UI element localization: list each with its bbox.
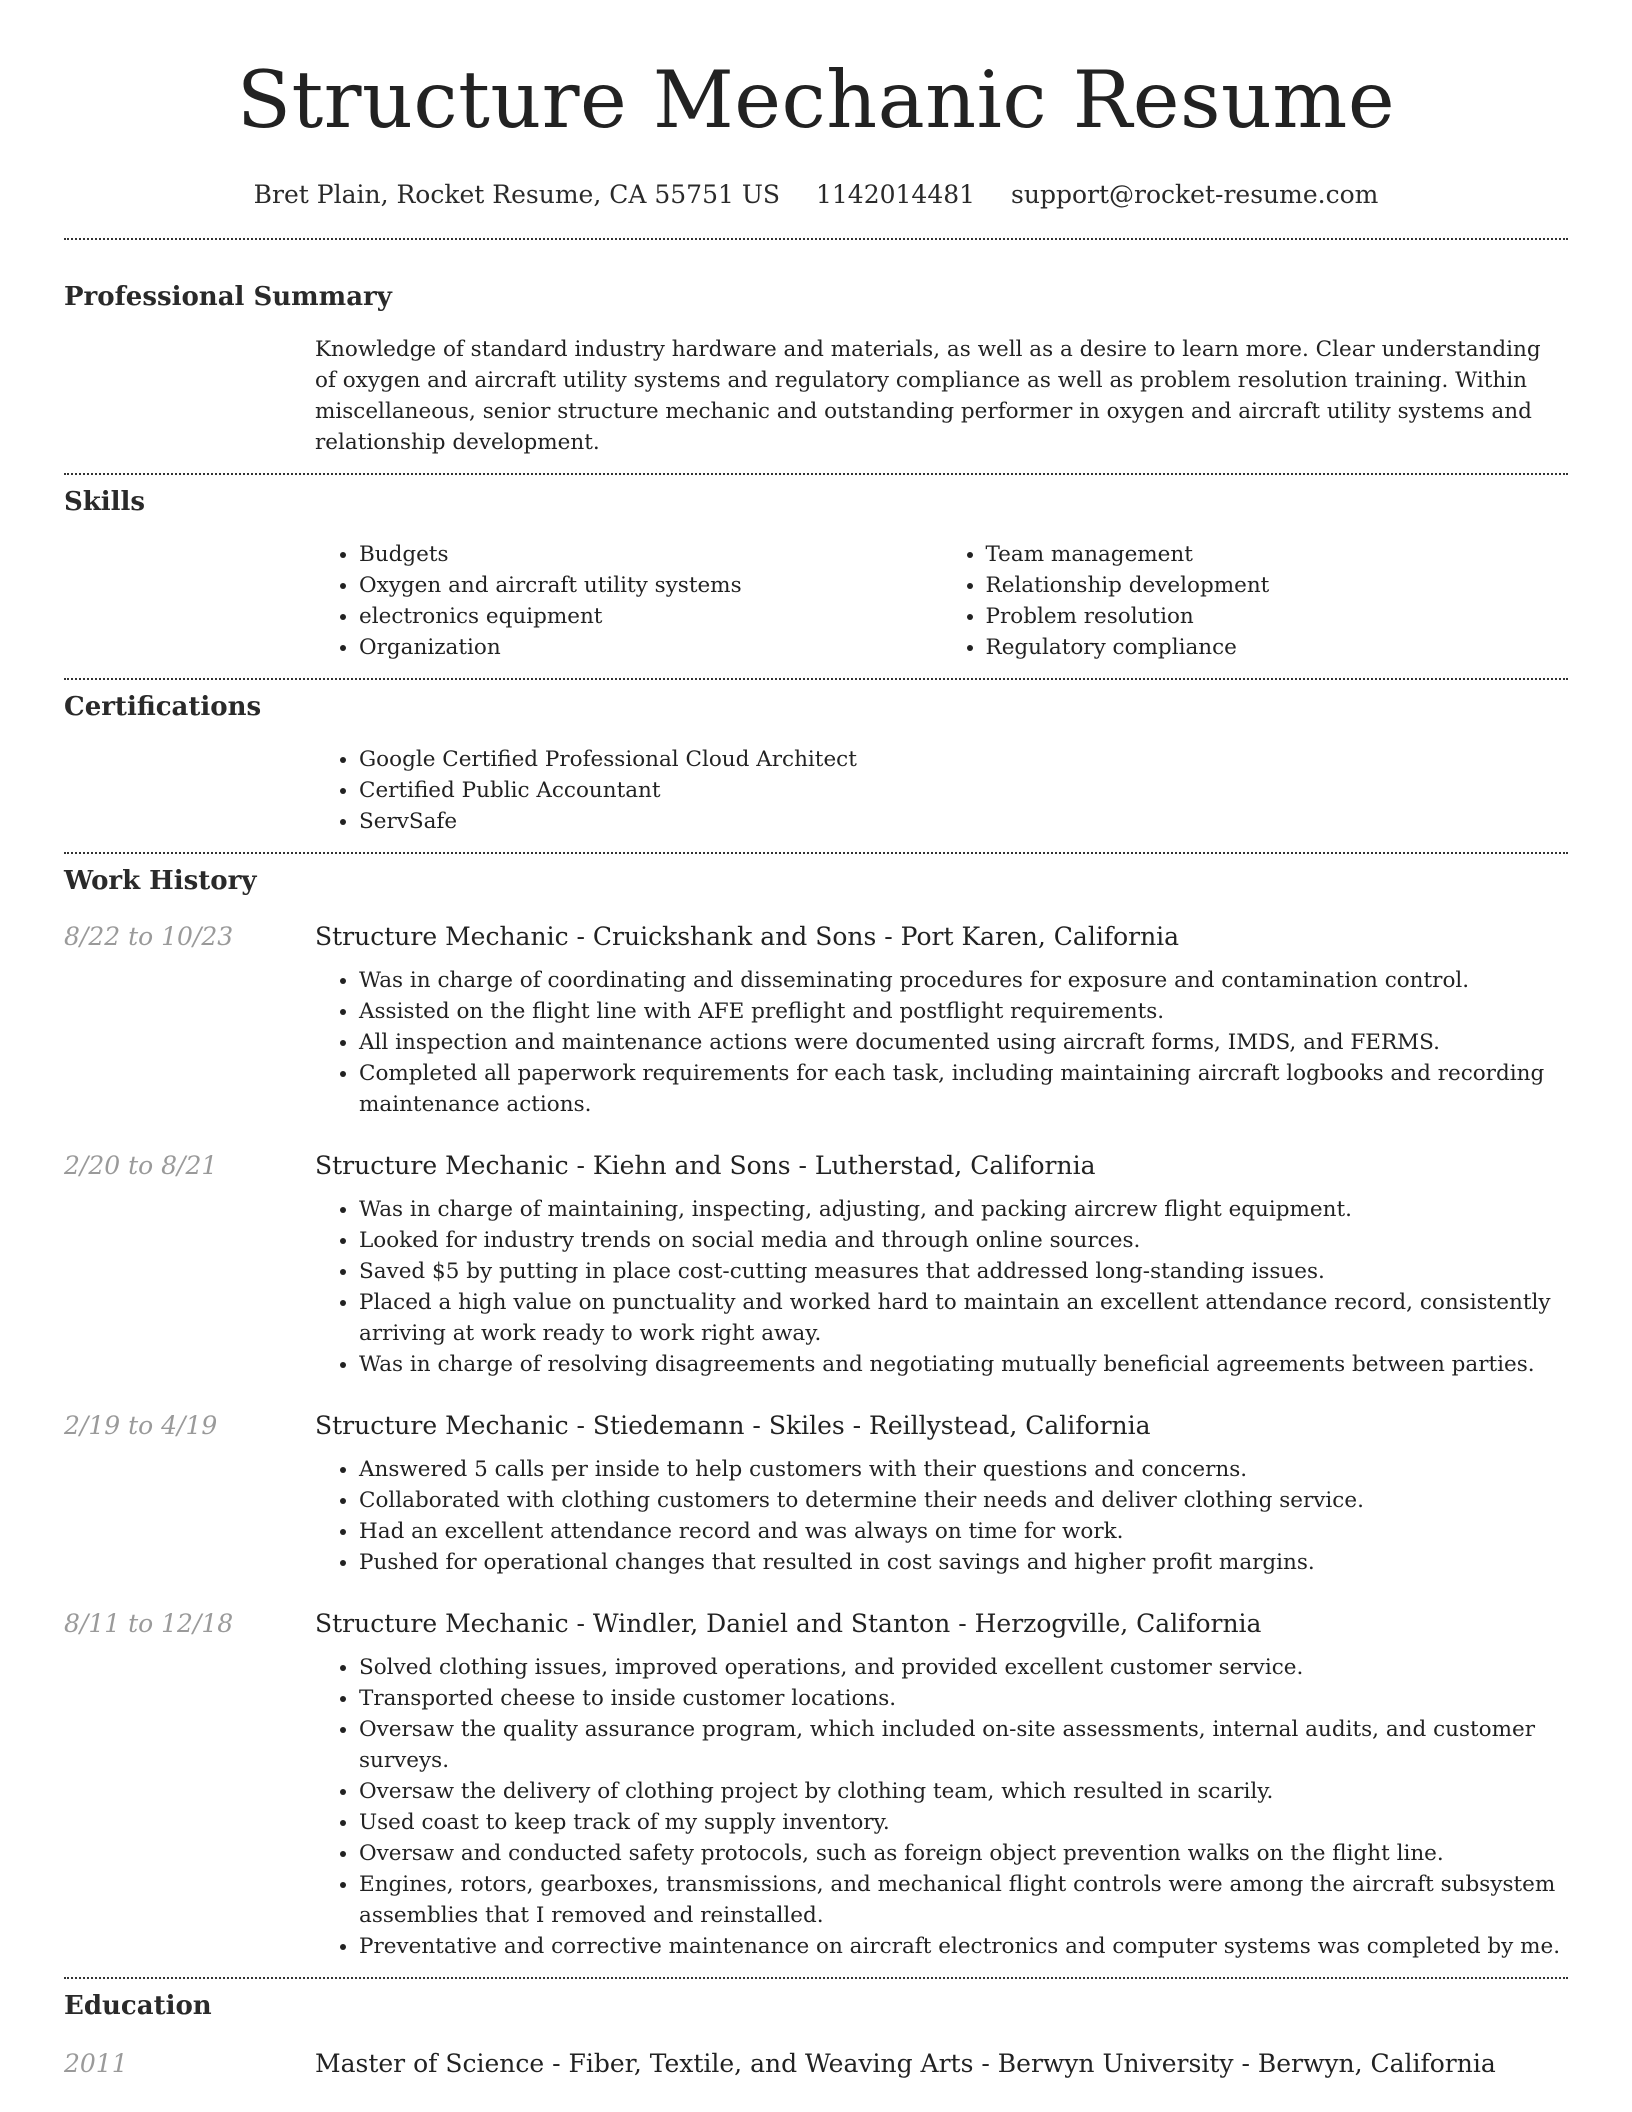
education-heading: Education [64,1991,212,2021]
job-bullet: • Collaborated with clothing customers to determine their needs and deliver clothing service. [359,1485,1568,1516]
job-bullet: • Was in charge of resolving disagreements and negotiating mutually beneficial agreements between parties. [359,1349,1568,1380]
job-bullets [315,1194,1568,1380]
job-title: Structure Mechanic - Windler, Daniel and Stanton - Herzogville, California [315,1609,1262,1638]
section-divider [64,473,1568,475]
section-divider [64,852,1568,854]
certifications-section [64,678,1568,837]
job-entry [64,1409,1568,1578]
job-title: Structure Mechanic - Cruickshank and Sons - Port Karen, California [315,922,1180,951]
job-bullet: • Was in charge of coordinating and disseminating procedures for exposure and contamination control. [359,965,1568,996]
job-bullet: • Pushed for operational changes that resulted in cost savings and higher profit margins. [359,1547,1568,1578]
contact-phone: 1142014481 [816,180,976,209]
job-entry [64,1149,1568,1380]
skills-list-left [315,539,942,663]
contact-email: support@rocket-resume.com [1011,180,1379,209]
certifications-heading: Certifications [64,692,262,722]
job-bullet: • Looked for industry trends on social media and through online sources. [359,1225,1568,1256]
skill-item: • Relationship development [986,570,1569,601]
job-bullet: • Assisted on the flight line with AFE preflight and postflight requirements. [359,996,1568,1027]
section-divider [64,238,1568,240]
skill-item: • Problem resolution [986,601,1569,632]
certification-item: • Google Certified Professional Cloud Architect [359,744,1568,775]
job-dates: 8/11 to 12/18 [64,1609,234,1638]
job-bullet: • Solved clothing issues, improved operations, and provided excellent customer service. [359,1652,1568,1683]
job-title: Structure Mechanic - Stiedemann - Skiles - Reillystead, California [315,1411,1151,1440]
skill-item: • Organization [359,632,942,663]
job-entry [64,920,1568,1120]
job-bullet: • Oversaw the quality assurance program, which included on-site assessments, internal audits, and customer surveys. [359,1714,1568,1776]
certifications-list [315,744,1568,837]
contact-line [0,178,1632,212]
certification-item: • Certified Public Accountant [359,775,1568,806]
job-bullet: • Had an excellent attendance record and was always on time for work. [359,1516,1568,1547]
work-history-heading: Work History [64,866,257,896]
job-bullet: • Oversaw the delivery of clothing project by clothing team, which resulted in scarily. [359,1776,1568,1807]
section-divider [64,1977,1568,1979]
job-bullets [315,965,1568,1120]
job-dates: 8/22 to 10/23 [64,922,234,951]
job-dates: 2/20 to 8/21 [64,1151,218,1180]
job-bullet: • Placed a high value on punctuality and worked hard to maintain an excellent attendance record, consistently arriving at work ready to work right away. [359,1287,1568,1349]
job-bullets [315,1454,1568,1578]
resume-title: Structure Mechanic Resume [236,54,1396,146]
education-year: 2011 [64,2049,128,2078]
job-bullet: • Completed all paperwork requirements for each task, including maintaining aircraft logbooks and recording maintenance actions. [359,1058,1568,1120]
job-bullet: • Oversaw and conducted safety protocols, such as foreign object prevention walks on the flight line. [359,1838,1568,1869]
skills-section [64,473,1568,663]
section-divider [64,678,1568,680]
job-bullet: • Preventative and corrective maintenance on aircraft electronics and computer systems was completed by me. [359,1931,1568,1962]
job-entry [64,1607,1568,1962]
skills-list-right [942,539,1569,663]
job-bullet: • All inspection and maintenance actions were documented using aircraft forms, IMDS, and FERMS. [359,1027,1568,1058]
job-bullet: • Saved $5 by putting in place cost-cutting measures that addressed long-standing issues. [359,1256,1568,1287]
job-bullets [315,1652,1568,1962]
skill-item: • Regulatory compliance [986,632,1569,663]
summary-heading: Professional Summary [64,282,392,312]
certification-item: • ServSafe [359,806,1568,837]
job-dates: 2/19 to 4/19 [64,1411,218,1440]
skill-item: • electronics equipment [359,601,942,632]
job-title: Structure Mechanic - Kiehn and Sons - Lutherstad, California [315,1151,1096,1180]
job-bullet: • Was in charge of maintaining, inspecting, adjusting, and packing aircrew flight equipment. [359,1194,1568,1225]
summary-text: Knowledge of standard industry hardware and materials, as well as a desire to learn more. Clear understanding of oxygen and aircraft utility systems and regulatory compliance as well as problem resolution training. Within miscellaneous, senior structure mechanic and outstanding performer in oxygen and aircraft utility systems and relationship development. [315,337,1541,455]
skill-item: • Oxygen and aircraft utility systems [359,570,942,601]
education-section [64,1977,1568,2092]
skill-item: • Budgets [359,539,942,570]
skill-item: • Team management [986,539,1569,570]
skills-heading: Skills [64,487,146,517]
work-history-section [64,852,1568,1962]
job-bullet: • Engines, rotors, gearboxes, transmissions, and mechanical flight controls were among the aircraft subsystem assemblies that I removed and reinstalled. [359,1869,1568,1931]
job-bullet: • Transported cheese to inside customer locations. [359,1683,1568,1714]
job-bullet: • Used coast to keep track of my supply inventory. [359,1807,1568,1838]
contact-address: Bret Plain, Rocket Resume, CA 55751 US [253,180,781,209]
education-entry [64,2047,1568,2092]
summary-section [64,238,1568,458]
job-bullet: • Answered 5 calls per inside to help customers with their questions and concerns. [359,1454,1568,1485]
education-title: Master of Science - Fiber, Textile, and Weaving Arts - Berwyn University - Berwyn, California [315,2049,1496,2078]
